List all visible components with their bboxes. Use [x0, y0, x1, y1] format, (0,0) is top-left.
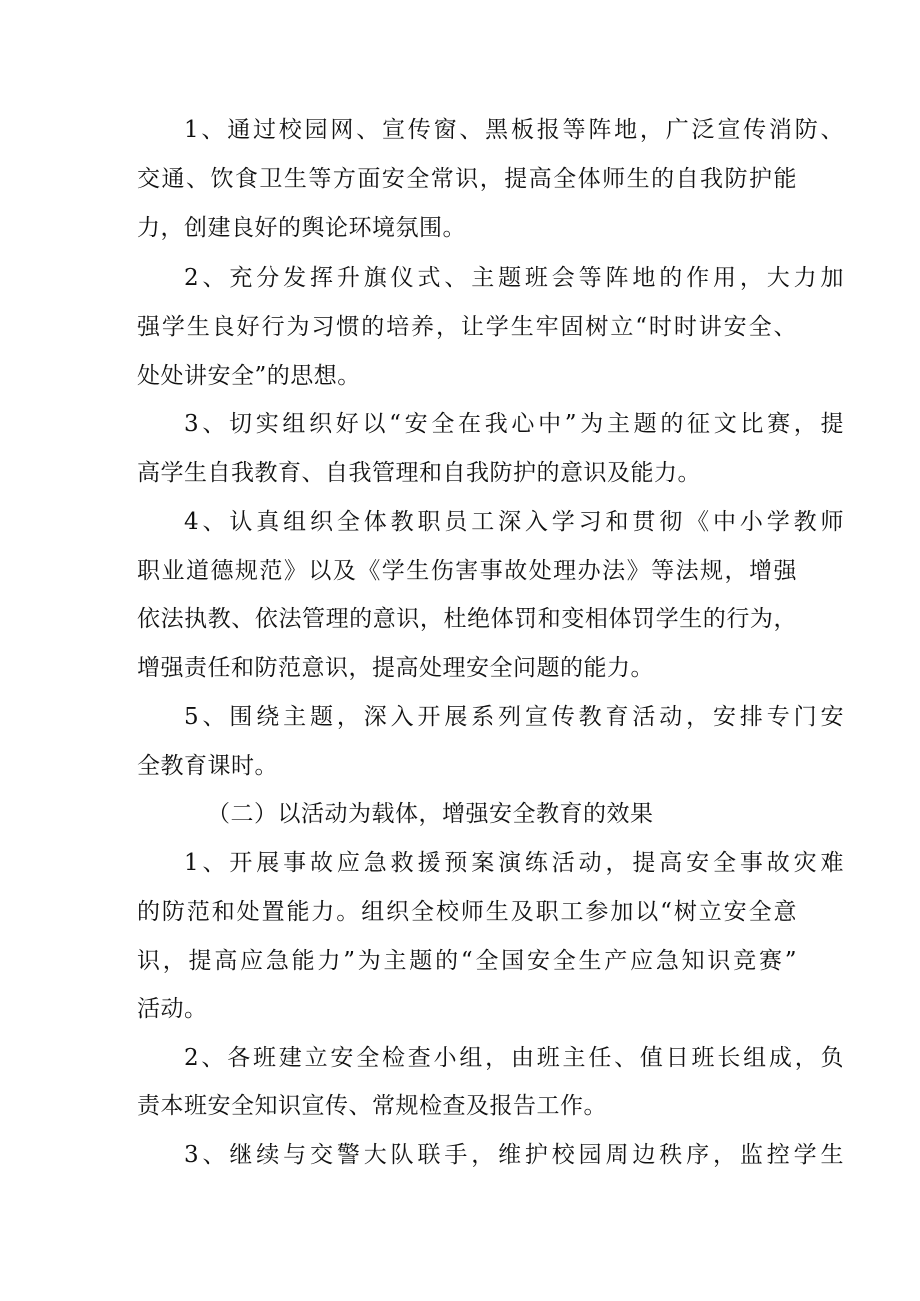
paragraph-6-line-4: 活动。 [137, 996, 208, 1022]
paragraph-2-line-1: 2、充分发挥升旗仪式、主题班会等阵地的作用，大力加 [184, 265, 844, 291]
paragraph-6-line-2: 的防范和处置能力。组织全校师生及职工参加以“树立安全意 [137, 899, 797, 925]
paragraph-5-line-2: 全教育课时。 [137, 753, 278, 779]
paragraph-6-line-1: 1、开展事故应急救援预案演练活动，提高安全事故灾难 [184, 850, 844, 876]
paragraph-8-line-1: 3、继续与交警大队联手，维护校园周边秩序，监控学生 [184, 1142, 844, 1168]
paragraph-4-line-2: 职业道德规范》以及《学生伤害事故处理办法》等法规，增强 [137, 558, 797, 584]
section-heading: （二）以活动为载体，增强安全教育的效果 [207, 801, 654, 827]
paragraph-5-line-1: 5、围绕主题，深入开展系列宣传教育活动，安排专门安 [184, 704, 844, 730]
paragraph-1-line-1: 1、通过校园网、宣传窗、黑板报等阵地，广泛宣传消防、 [184, 117, 844, 143]
paragraph-7-line-1: 2、各班建立安全检查小组，由班主任、值日班长组成，负 [184, 1045, 844, 1071]
paragraph-7-line-2: 责本班安全知识宣传、常规检查及报告工作。 [137, 1093, 607, 1119]
paragraph-2-line-2: 强学生良好行为习惯的培养，让学生牢固树立“时时讲安全、 [137, 314, 797, 340]
paragraph-2-line-3: 处处讲安全”的思想。 [137, 363, 361, 389]
paragraph-4-line-1: 4、认真组织全体教职员工深入学习和贯彻《中小学教师 [184, 509, 844, 535]
paragraph-3-line-1: 3、切实组织好以“安全在我心中”为主题的征文比赛，提 [184, 411, 844, 437]
paragraph-4-line-4: 增强责任和防范意识，提高处理安全问题的能力。 [137, 655, 654, 681]
paragraph-3-line-2: 高学生自我教育、自我管理和自我防护的意识及能力。 [137, 460, 701, 486]
paragraph-1-line-3: 力，创建良好的舆论环境氛围。 [137, 215, 466, 241]
paragraph-1-line-2: 交通、饮食卫生等方面安全常识，提高全体师生的自我防护能 [137, 166, 797, 192]
paragraph-6-line-3: 识，提高应急能力”为主题的“全国安全生产应急知识竞赛” [137, 948, 797, 974]
paragraph-4-line-3: 依法执教、依法管理的意识，杜绝体罚和变相体罚学生的行为， [137, 606, 797, 632]
